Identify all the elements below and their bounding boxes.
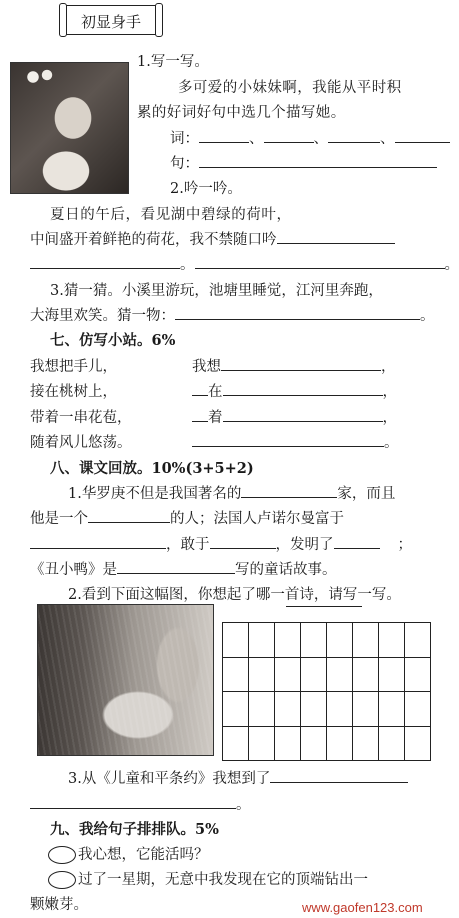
- poem-right-text: 在: [208, 384, 223, 400]
- period: 。: [236, 797, 251, 813]
- comma: ，: [382, 384, 397, 400]
- poem-right-3: [192, 406, 397, 427]
- s8-q3: [68, 767, 408, 788]
- q1-text-line2: 累的好词好句中选几个描写她。: [137, 105, 346, 121]
- period: 。: [420, 308, 435, 324]
- poem-title-blank[interactable]: [286, 606, 362, 607]
- poem-left-2: 接在桃树上，: [30, 384, 117, 400]
- s8-q3-line2: [30, 793, 251, 814]
- s8-blank-4[interactable]: [210, 534, 276, 550]
- sentence-blank[interactable]: [199, 153, 437, 169]
- period: 。: [444, 257, 459, 273]
- poem-right-2: [192, 380, 397, 401]
- imitate-blank-4[interactable]: [192, 432, 384, 448]
- q3-text-line2: [30, 304, 435, 325]
- q1-title: 1.写一写。: [137, 54, 209, 70]
- period: 。: [180, 257, 195, 273]
- q2-title: 2.吟一吟。: [170, 181, 242, 197]
- s8-line4: [30, 558, 337, 579]
- order-item-2-cont: 颗嫩芽。: [30, 897, 88, 913]
- s8-blank-8[interactable]: [30, 794, 236, 810]
- words-label: 词：: [170, 131, 199, 147]
- watermark-url: www.gaofen123.com: [302, 900, 423, 915]
- banner-title: 初显身手: [80, 13, 141, 31]
- section-8-title: 八、课文回放。10%(3+5+2): [50, 460, 254, 477]
- poem-right-text: 着: [208, 410, 223, 426]
- imitate-blank-1[interactable]: [221, 356, 381, 372]
- section-banner: [65, 5, 157, 35]
- s8-text: 写的童话故事。: [235, 562, 337, 578]
- comma: ，: [381, 359, 396, 375]
- section-7-title: 七、仿写小站。6%: [50, 332, 176, 349]
- writing-grid[interactable]: [222, 622, 431, 761]
- poem-blank-3[interactable]: [195, 254, 445, 270]
- word-sep-3: 、: [380, 131, 395, 147]
- poem-left-1: 我想把手儿，: [30, 359, 117, 375]
- s8-text: ，发明了: [275, 537, 334, 553]
- s8-line1: [68, 482, 395, 503]
- imitate-blank-3b[interactable]: [223, 407, 383, 423]
- sentence-row: [170, 152, 437, 173]
- riddle-blank[interactable]: [175, 305, 420, 321]
- order-oval-2[interactable]: [48, 871, 76, 889]
- s8-blank-2[interactable]: [88, 508, 170, 524]
- s8-line2: [30, 507, 344, 528]
- s8-text: 家，而且: [337, 486, 396, 502]
- poem-right-text: 我想: [192, 359, 221, 375]
- s8-blank-5[interactable]: [334, 534, 380, 550]
- q2-text-line2: [30, 228, 395, 249]
- words-row: [170, 127, 450, 148]
- q2-text: 中间盛开着鲜艳的荷花，我不禁随口吟: [30, 232, 277, 248]
- s8-blank-6[interactable]: [117, 559, 235, 575]
- word-blank-2[interactable]: [264, 128, 314, 144]
- s8-text: 的人；法国人卢诺尔曼富于: [170, 511, 344, 527]
- q3-text: 大海里欢笑。猜一物：: [30, 308, 175, 324]
- q3-text-line1: 3.猜一猜。小溪里游玩，池塘里睡觉，江河里奔跑，: [50, 283, 383, 299]
- order-item-1: [48, 843, 209, 864]
- poem-blank-2[interactable]: [30, 254, 180, 270]
- q1-text-line1: 多可爱的小妹妹啊，我能从平时积: [178, 80, 402, 96]
- poem-left-4: 随着风儿悠荡。: [30, 435, 132, 451]
- poem-blank-1[interactable]: [277, 229, 395, 245]
- sentence-label: 句：: [170, 156, 199, 172]
- order-text: 我心想，它能活吗？: [78, 847, 209, 863]
- girl-photo: [10, 62, 129, 194]
- imitate-blank-2a[interactable]: [192, 381, 208, 397]
- s8-line3: [30, 533, 412, 554]
- imitate-blank-3a[interactable]: [192, 407, 208, 423]
- word-blank-1[interactable]: [199, 128, 249, 144]
- word-sep-1: 、: [249, 131, 264, 147]
- s8-text: 他是一个: [30, 511, 88, 527]
- q2-text-line3: [30, 253, 459, 274]
- s8-text: ，敢于: [166, 537, 210, 553]
- poem-picture: [37, 604, 214, 756]
- word-blank-3[interactable]: [328, 128, 380, 144]
- s8-q2: 2.看到下面这幅图，你想起了哪一首诗，请写一写。: [68, 587, 401, 603]
- period: 。: [384, 435, 399, 451]
- imitate-blank-2b[interactable]: [223, 381, 383, 397]
- s8-blank-7[interactable]: [270, 768, 408, 784]
- comma: ，: [382, 410, 397, 426]
- s8-text: ；: [397, 537, 412, 553]
- q2-text-line1: 夏日的午后，看见湖中碧绿的荷叶，: [50, 207, 292, 223]
- s8-text: 1.华罗庚不但是我国著名的: [68, 486, 242, 502]
- s8-blank-1[interactable]: [241, 483, 337, 499]
- s8-text: 3.从《儿童和平条约》我想到了: [68, 771, 271, 787]
- s8-text: 《丑小鸭》是: [30, 562, 117, 578]
- s8-blank-3[interactable]: [30, 534, 166, 550]
- order-oval-1[interactable]: [48, 846, 76, 864]
- poem-left-3: 带着一串花苞，: [30, 410, 132, 426]
- order-item-2: [48, 868, 368, 889]
- word-sep-2: 、: [313, 131, 328, 147]
- poem-right-1: [192, 355, 396, 376]
- order-text: 过了一星期，无意中我发现在它的顶端钻出一: [78, 872, 368, 888]
- section-9-title: 九、我给句子排排队。5%: [50, 821, 219, 838]
- poem-right-4: [192, 431, 399, 452]
- word-blank-4[interactable]: [395, 128, 450, 144]
